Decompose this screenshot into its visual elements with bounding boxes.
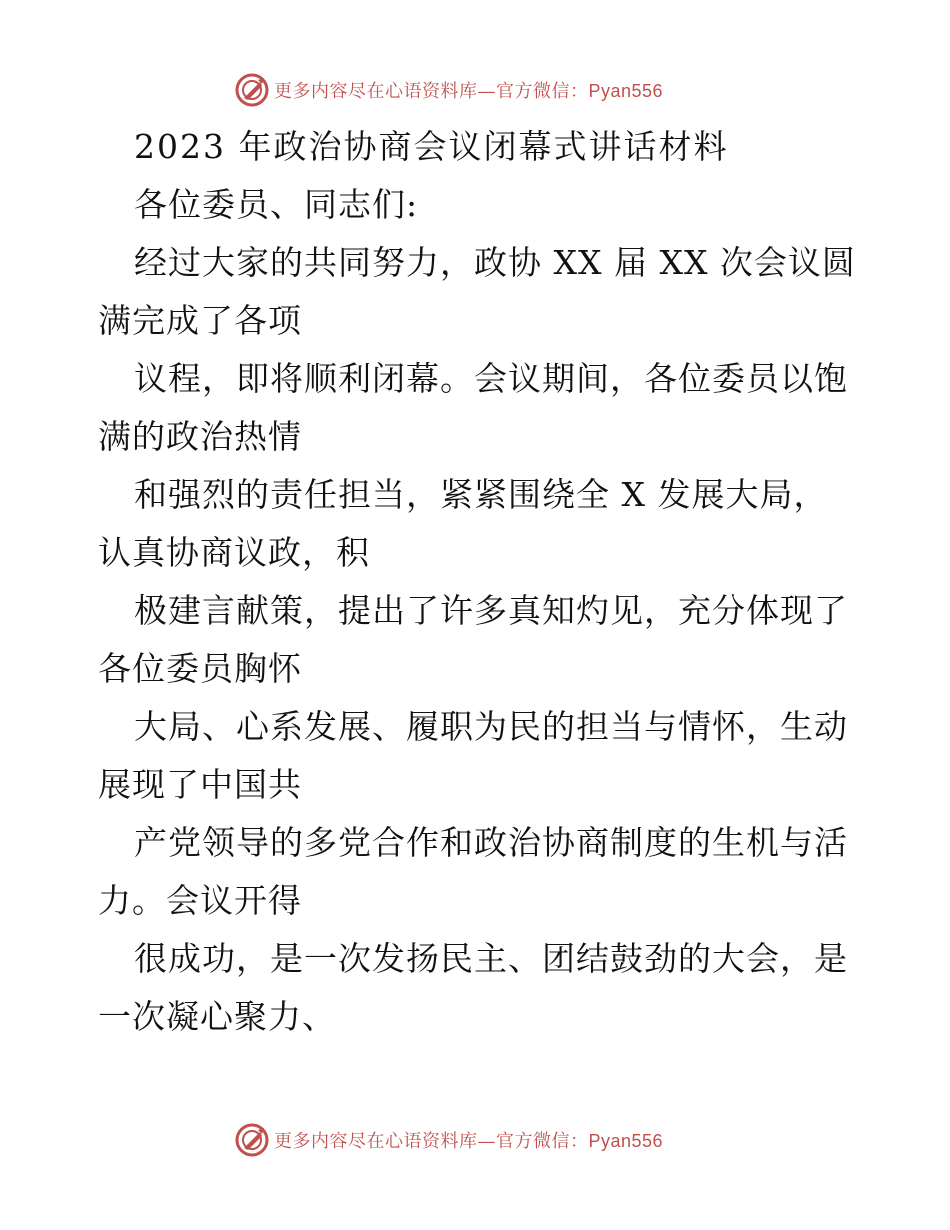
document-body (98, 118, 858, 1046)
watermark-handle: Pyan556 (588, 81, 664, 101)
paragraph-line: 和强烈的责任担当，紧紧围绕全 X 发展大局， (134, 475, 828, 514)
document-title: 2023 年政治协商会议闭幕式讲话材料 (134, 127, 729, 166)
brand-logo-icon (234, 1122, 270, 1158)
footer-watermark (234, 1120, 663, 1160)
paragraph-line: 一次凝心聚力、 (98, 997, 336, 1036)
paragraph-line: 大局、心系发展、履职为民的担当与情怀，生动 (134, 707, 848, 746)
paragraph-line: 议程，即将顺利闭幕。会议期间，各位委员以饱 (134, 359, 848, 398)
watermark-text: 更多内容尽在心语资料库—官方微信：Pyan556 (274, 1131, 664, 1152)
salutation: 各位委员、同志们: (134, 185, 419, 224)
paragraph-line: 各位委员胸怀 (98, 649, 302, 688)
paragraph-line: 认真协商议政，积 (98, 533, 370, 572)
watermark-handle: Pyan556 (588, 1131, 664, 1151)
watermark-text: 更多内容尽在心语资料库—官方微信：Pyan556 (274, 81, 664, 102)
brand-logo-icon (234, 72, 270, 108)
paragraph-line: 展现了中国共 (98, 765, 302, 804)
paragraph-line: 满的政治热情 (98, 417, 302, 456)
header-watermark (234, 70, 663, 110)
paragraph-line: 产党领导的多党合作和政治协商制度的生机与活 (134, 823, 848, 862)
paragraph-line: 极建言献策，提出了许多真知灼见，充分体现了 (134, 591, 848, 630)
paragraph-line: 很成功，是一次发扬民主、团结鼓劲的大会，是 (134, 939, 848, 978)
paragraph-line: 力。会议开得 (98, 881, 302, 920)
paragraph-line: 经过大家的共同努力，政协 XX 届 XX 次会议圆 (134, 243, 856, 282)
paragraph-line: 满完成了各项 (98, 301, 302, 340)
